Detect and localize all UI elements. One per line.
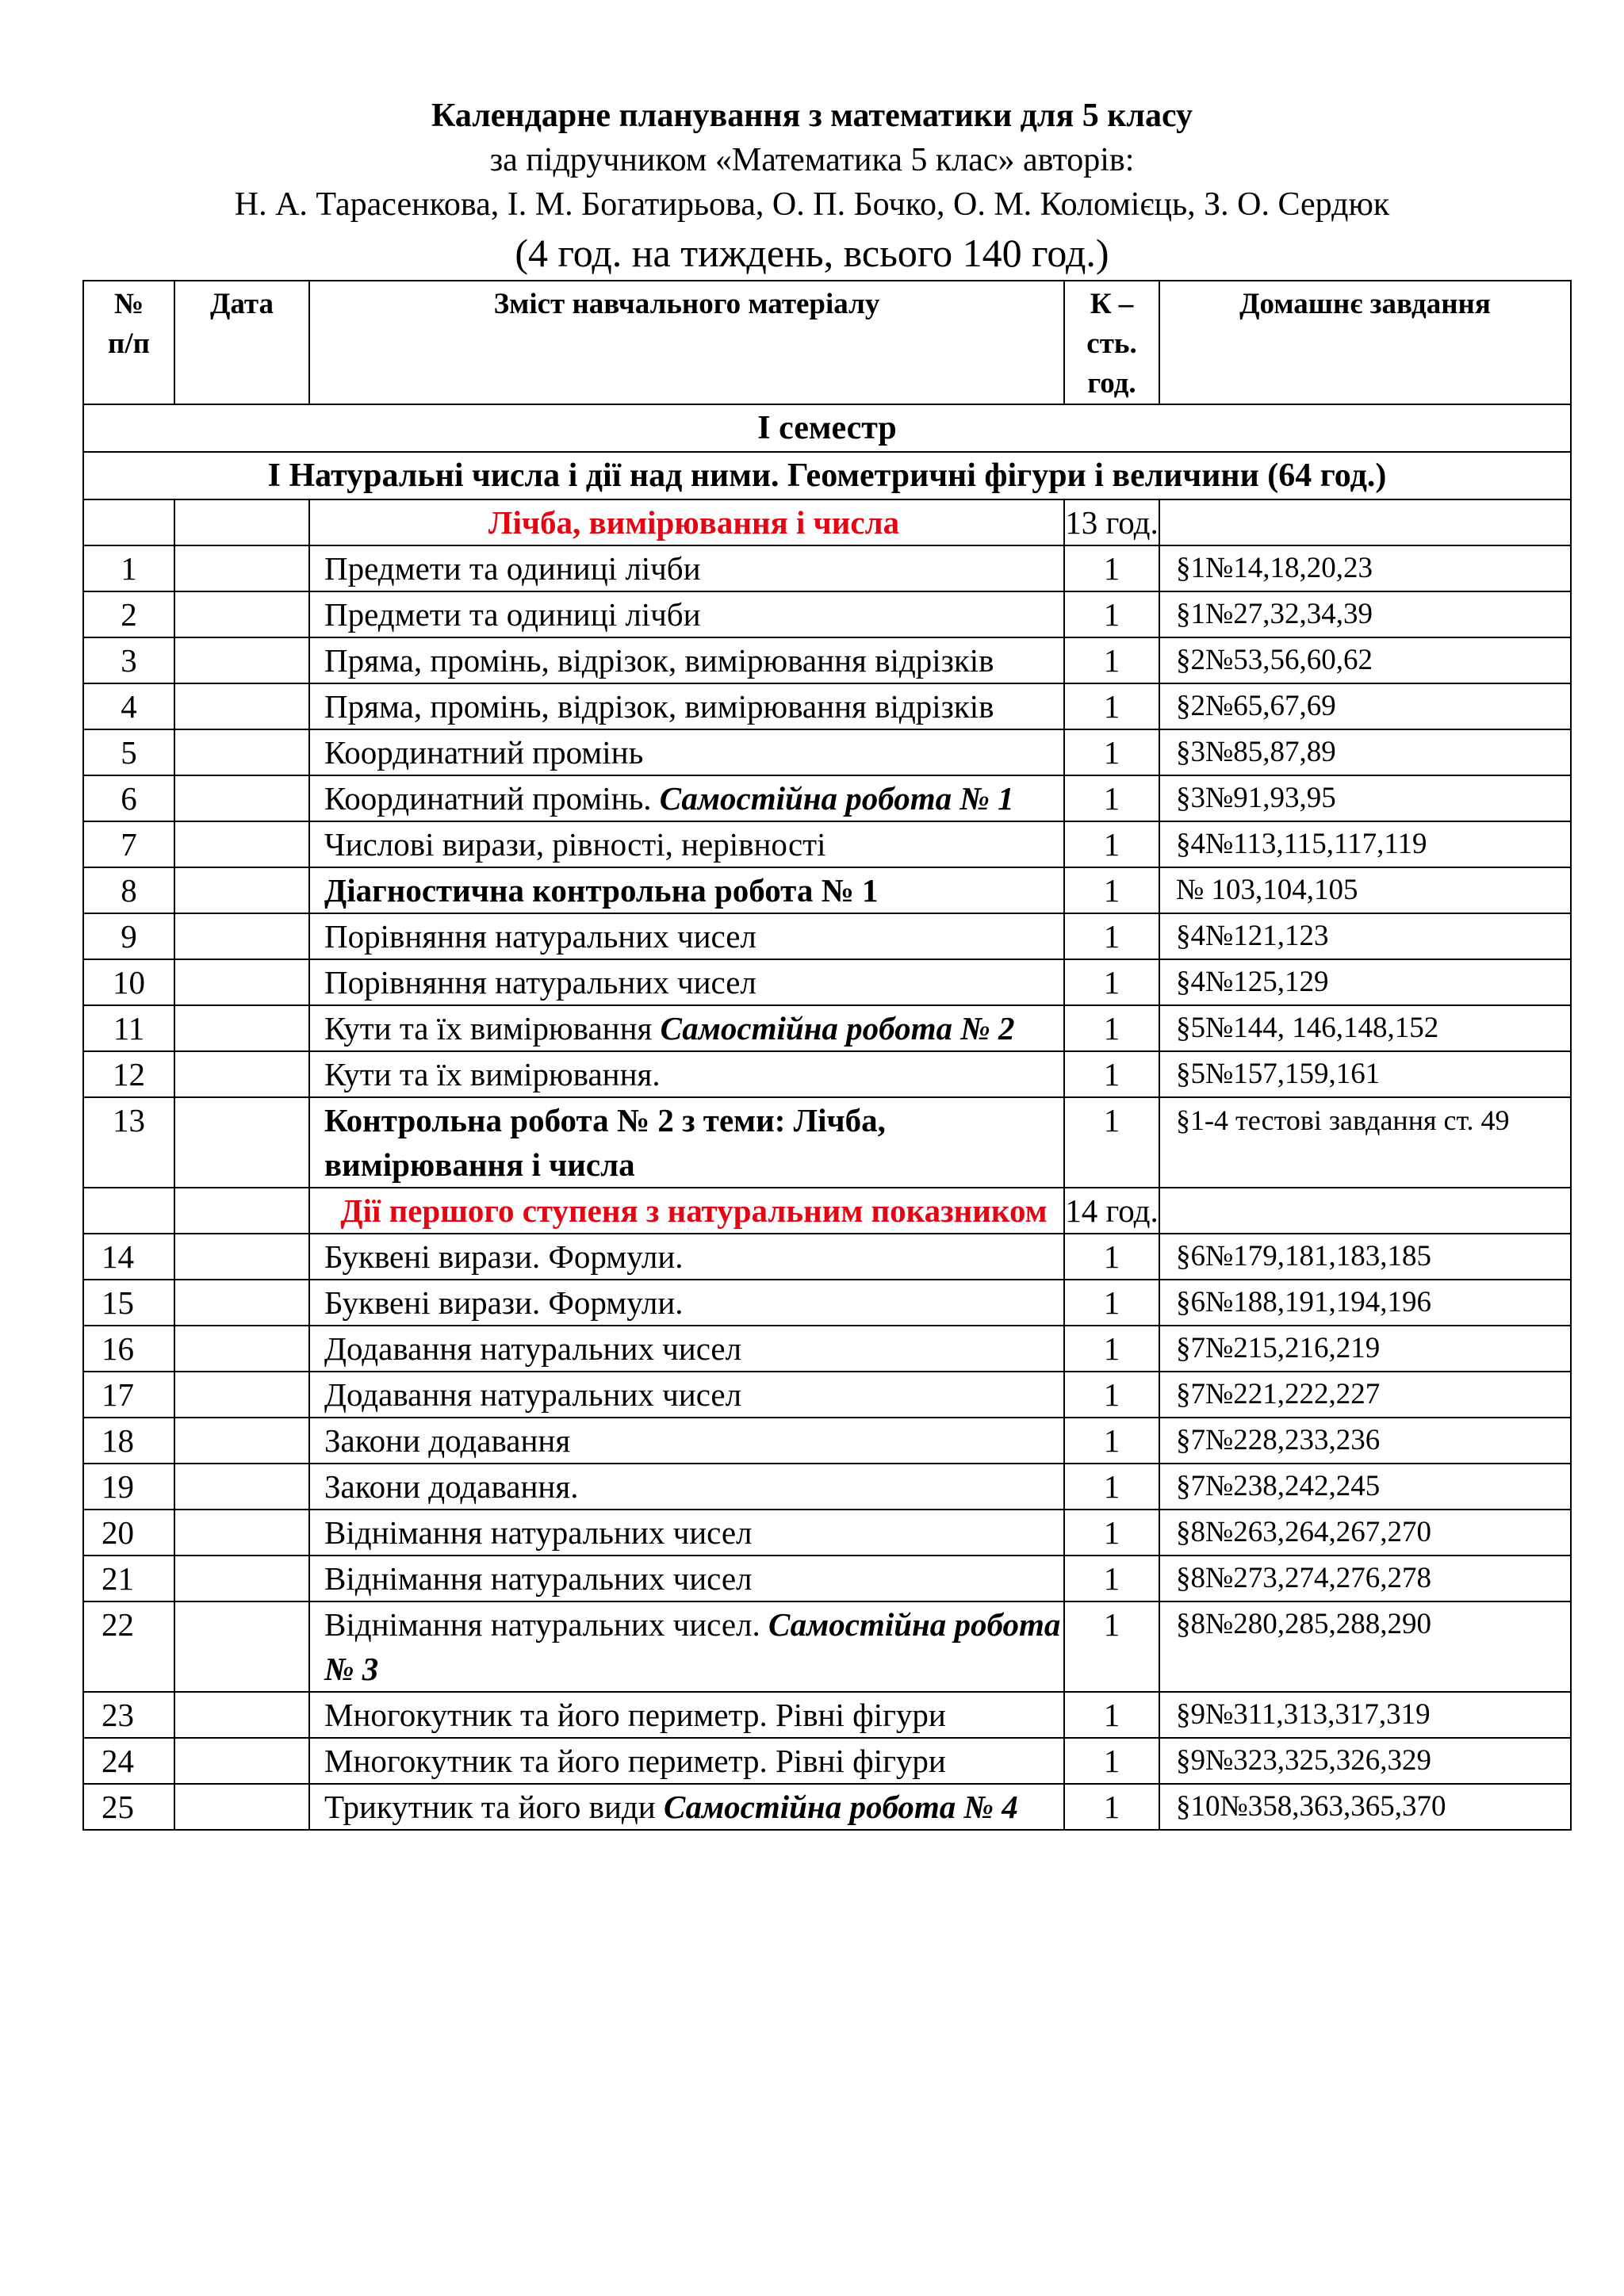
lesson-date: [174, 1234, 309, 1280]
lesson-topic: [309, 637, 1064, 683]
table-row: [83, 1784, 1571, 1830]
table-row: [83, 913, 1571, 959]
lesson-number: 2: [83, 591, 174, 637]
lesson-number: 7: [83, 821, 174, 867]
lesson-homework: [1159, 867, 1571, 913]
lesson-hours: 1: [1064, 821, 1159, 867]
topic-homework-cell: [1159, 499, 1571, 545]
table-row: [83, 1097, 1571, 1188]
lesson-topic: [309, 1372, 1064, 1418]
lesson-topic-text: Порівняння натуральних чисел: [324, 918, 756, 955]
topic-date-cell: [174, 1188, 309, 1234]
lesson-date: [174, 1097, 309, 1188]
table-row: [83, 591, 1571, 637]
lesson-topic: [309, 591, 1064, 637]
lesson-topic: [309, 1280, 1064, 1326]
lesson-number: 3: [83, 637, 174, 683]
lesson-hours: 1: [1064, 1005, 1159, 1051]
lesson-date: [174, 1051, 309, 1097]
lesson-hours: 1: [1064, 1372, 1159, 1418]
lesson-topic: [309, 913, 1064, 959]
topic-date-cell: [174, 499, 309, 545]
independent-work-label: Самостійна робота № 4: [663, 1789, 1018, 1825]
lesson-date: [174, 1005, 309, 1051]
lesson-topic-text: Многокутник та його периметр. Рівні фігури: [324, 1743, 946, 1779]
homework-text: §7№221,222,227: [1176, 1378, 1381, 1410]
homework-text: §5№144, 146,148,152: [1176, 1012, 1439, 1044]
lesson-homework: [1159, 683, 1571, 729]
lesson-topic: [309, 1464, 1064, 1510]
topic-homework-cell: [1159, 1188, 1571, 1234]
topic-row: [83, 499, 1571, 545]
lesson-date: [174, 1738, 309, 1784]
lesson-hours: 1: [1064, 1692, 1159, 1738]
lesson-homework: [1159, 913, 1571, 959]
lesson-number: 17: [83, 1372, 174, 1418]
independent-work-label: Самостійна робота № 2: [660, 1010, 1015, 1047]
table-row: [83, 1326, 1571, 1372]
lesson-homework: [1159, 1784, 1571, 1830]
col-header-date: Дата: [174, 281, 309, 404]
lesson-topic: [309, 1692, 1064, 1738]
table-row: [83, 683, 1571, 729]
homework-text: §2№65,67,69: [1176, 690, 1336, 722]
table-header-row: [83, 281, 1571, 404]
homework-text: §9№311,313,317,319: [1176, 1698, 1431, 1731]
table-row: [83, 1280, 1571, 1326]
lesson-date: [174, 1418, 309, 1464]
lesson-topic-text: Координатний промінь: [324, 734, 644, 771]
lesson-topic-text: Трикутник та його види: [324, 1789, 656, 1825]
lesson-topic: [309, 867, 1064, 913]
lesson-hours: 1: [1064, 1556, 1159, 1601]
table-row: [83, 545, 1571, 591]
lesson-date: [174, 913, 309, 959]
lesson-topic-text: Буквені вирази. Формули.: [324, 1284, 684, 1321]
lesson-topic: [309, 1784, 1064, 1830]
topic-title: Лічба, вимірювання і числа: [309, 499, 1064, 545]
homework-text: §7№215,216,219: [1176, 1332, 1381, 1364]
lesson-topic: [309, 1738, 1064, 1784]
table-row: [83, 821, 1571, 867]
lesson-hours: 1: [1064, 1280, 1159, 1326]
lesson-homework: [1159, 1234, 1571, 1280]
lesson-homework: [1159, 1051, 1571, 1097]
homework-text: §8№273,274,276,278: [1176, 1562, 1432, 1594]
lesson-date: [174, 683, 309, 729]
independent-work-label: Самостійна робота № 3: [324, 1606, 1061, 1687]
col-header-count: К – сть. год.: [1064, 281, 1159, 404]
lesson-topic-text: Буквені вирази. Формули.: [324, 1238, 684, 1275]
lesson-homework: [1159, 1601, 1571, 1692]
table-row: [83, 867, 1571, 913]
independent-work-label: Самостійна робота № 1: [659, 780, 1014, 817]
homework-text: §7№228,233,236: [1176, 1424, 1381, 1456]
lesson-number: 4: [83, 683, 174, 729]
table-row: [83, 1051, 1571, 1097]
homework-text: §6№179,181,183,185: [1176, 1240, 1432, 1272]
lesson-topic-text: Пряма, промінь, відрізок, вимірювання відрізків: [324, 642, 994, 679]
table-row: [83, 959, 1571, 1005]
lesson-topic-text: Віднімання натуральних чисел: [324, 1514, 753, 1551]
lesson-homework: [1159, 1418, 1571, 1464]
table-row: [83, 1556, 1571, 1601]
homework-text: §4№121,123: [1176, 920, 1329, 952]
lesson-date: [174, 1280, 309, 1326]
lesson-hours: 1: [1064, 1464, 1159, 1510]
lesson-hours: 1: [1064, 1097, 1159, 1188]
lesson-number: 9: [83, 913, 174, 959]
lesson-topic: [309, 959, 1064, 1005]
lesson-homework: [1159, 1372, 1571, 1418]
lesson-date: [174, 867, 309, 913]
lesson-topic: [309, 1005, 1064, 1051]
table-row: [83, 1234, 1571, 1280]
col-header-num: № п/п: [83, 281, 174, 404]
doc-authors: Н. А. Тарасенкова, І. М. Богатирьова, О. П. Бочко, О. М. Коломієць, З. О. Сердюк: [234, 186, 1390, 223]
lesson-number: 20: [83, 1510, 174, 1556]
lesson-hours: 1: [1064, 591, 1159, 637]
lesson-number: 6: [83, 775, 174, 821]
lesson-number: 16: [83, 1326, 174, 1372]
table-row: [83, 1738, 1571, 1784]
lesson-topic: [309, 1326, 1064, 1372]
lesson-topic-text: Віднімання натуральних чисел: [324, 1560, 753, 1597]
lesson-date: [174, 1372, 309, 1418]
lesson-homework: [1159, 637, 1571, 683]
lesson-homework: [1159, 1005, 1571, 1051]
lesson-date: [174, 821, 309, 867]
homework-text: §1№14,18,20,23: [1176, 552, 1373, 584]
lesson-homework: [1159, 1326, 1571, 1372]
lesson-topic-text: Кути та їх вимірювання.: [324, 1056, 661, 1093]
lesson-number: 1: [83, 545, 174, 591]
lesson-hours: 1: [1064, 913, 1159, 959]
lesson-topic-text: Координатний промінь.: [324, 780, 652, 817]
table-row: [83, 637, 1571, 683]
homework-text: §1№27,32,34,39: [1176, 598, 1373, 630]
plan-table: [82, 280, 1572, 1831]
doc-hours: (4 год. на тиждень, всього 140 год.): [515, 231, 1109, 275]
topic-hours: 13 год.: [1064, 499, 1159, 545]
lesson-hours: 1: [1064, 775, 1159, 821]
semester-title: I семестр: [83, 404, 1571, 452]
table-row: [83, 1464, 1571, 1510]
lesson-hours: 1: [1064, 1234, 1159, 1280]
lesson-topic: [309, 1556, 1064, 1601]
lesson-hours: 1: [1064, 1510, 1159, 1556]
lesson-date: [174, 545, 309, 591]
topic-title: Дії першого ступеня з натуральним показником: [309, 1188, 1064, 1234]
lesson-homework: [1159, 959, 1571, 1005]
homework-text: §10№358,363,365,370: [1176, 1790, 1446, 1823]
lesson-number: 22: [83, 1601, 174, 1692]
section-row: [83, 452, 1571, 499]
lesson-number: 15: [83, 1280, 174, 1326]
lesson-topic-text: Предмети та одиниці лічби: [324, 596, 701, 633]
lesson-topic: [309, 1601, 1064, 1692]
lesson-topic: [309, 1418, 1064, 1464]
lesson-number: 25: [83, 1784, 174, 1830]
lesson-homework: [1159, 591, 1571, 637]
lesson-homework: [1159, 1097, 1571, 1188]
lesson-topic: [309, 729, 1064, 775]
topic-num-cell: [83, 499, 174, 545]
lesson-number: 21: [83, 1556, 174, 1601]
lesson-hours: 1: [1064, 1738, 1159, 1784]
lesson-hours: 1: [1064, 545, 1159, 591]
lesson-topic-text: Додавання натуральних чисел: [324, 1376, 742, 1413]
doc-title: Календарне планування з математики для 5 класу: [431, 98, 1193, 134]
lesson-number: 13: [83, 1097, 174, 1188]
lesson-homework: [1159, 1280, 1571, 1326]
lesson-homework: [1159, 821, 1571, 867]
lesson-topic-text: Порівняння натуральних чисел: [324, 964, 756, 1001]
lesson-date: [174, 959, 309, 1005]
homework-text: §3№85,87,89: [1176, 736, 1336, 768]
lesson-number: 23: [83, 1692, 174, 1738]
lesson-hours: 1: [1064, 683, 1159, 729]
lesson-topic: [309, 775, 1064, 821]
lesson-hours: 1: [1064, 1326, 1159, 1372]
lesson-hours: 1: [1064, 1051, 1159, 1097]
table-row: [83, 1692, 1571, 1738]
lesson-hours: 1: [1064, 729, 1159, 775]
lesson-topic-text: Пряма, промінь, відрізок, вимірювання відрізків: [324, 688, 994, 725]
lesson-number: 8: [83, 867, 174, 913]
lesson-homework: [1159, 1738, 1571, 1784]
lesson-hours: 1: [1064, 637, 1159, 683]
table-row: [83, 1372, 1571, 1418]
lesson-topic-text: Закони додавання: [324, 1422, 571, 1459]
section-title: I Натуральні числа і дії над ними. Геометричні фігури і величини (64 год.): [83, 452, 1571, 499]
lesson-homework: [1159, 1510, 1571, 1556]
lesson-homework: [1159, 775, 1571, 821]
document-header: [0, 94, 1624, 279]
lesson-number: 11: [83, 1005, 174, 1051]
homework-text: §4№125,129: [1176, 966, 1329, 998]
homework-text: §2№53,56,60,62: [1176, 644, 1373, 676]
lesson-topic: [309, 1097, 1064, 1188]
lesson-topic-text: Числові вирази, рівності, нерівності: [324, 826, 826, 863]
homework-text: §3№91,93,95: [1176, 782, 1336, 814]
lesson-topic-text: Віднімання натуральних чисел.: [324, 1606, 760, 1643]
lesson-hours: 1: [1064, 1418, 1159, 1464]
topic-hours: 14 год.: [1064, 1188, 1159, 1234]
lesson-topic-text: Многокутник та його периметр. Рівні фігури: [324, 1697, 946, 1733]
lesson-homework: [1159, 1692, 1571, 1738]
lesson-date: [174, 1601, 309, 1692]
lesson-topic: [309, 545, 1064, 591]
lesson-hours: 1: [1064, 1784, 1159, 1830]
lesson-homework: [1159, 545, 1571, 591]
lesson-date: [174, 1784, 309, 1830]
lesson-number: 24: [83, 1738, 174, 1784]
lesson-date: [174, 1464, 309, 1510]
lesson-date: [174, 729, 309, 775]
col-header-content: Зміст навчального матеріалу: [309, 281, 1064, 404]
lesson-date: [174, 637, 309, 683]
table-row: [83, 1510, 1571, 1556]
lesson-homework: [1159, 729, 1571, 775]
homework-text: §5№157,159,161: [1176, 1058, 1381, 1090]
lesson-topic-text: Предмети та одиниці лічби: [324, 550, 701, 587]
lesson-topic-text: Додавання натуральних чисел: [324, 1330, 742, 1367]
lesson-date: [174, 1326, 309, 1372]
topic-num-cell: [83, 1188, 174, 1234]
lesson-hours: 1: [1064, 867, 1159, 913]
table-row: [83, 729, 1571, 775]
lesson-date: [174, 1510, 309, 1556]
doc-subtitle: за підручником «Математика 5 клас» авторів:: [489, 142, 1135, 178]
lesson-number: 19: [83, 1464, 174, 1510]
lesson-hours: 1: [1064, 959, 1159, 1005]
topic-row: [83, 1188, 1571, 1234]
lesson-hours: 1: [1064, 1601, 1159, 1692]
homework-text: §1-4 тестові завдання ст. 49: [1176, 1104, 1510, 1136]
lesson-date: [174, 775, 309, 821]
homework-text: §7№238,242,245: [1176, 1470, 1381, 1502]
lesson-topic: [309, 683, 1064, 729]
semester-row: [83, 404, 1571, 452]
lesson-number: 14: [83, 1234, 174, 1280]
table-row: [83, 1418, 1571, 1464]
lesson-topic-bold: Діагностична контрольна робота № 1: [324, 872, 879, 909]
lesson-topic: [309, 1510, 1064, 1556]
lesson-topic: [309, 1051, 1064, 1097]
homework-text: §8№280,285,288,290: [1176, 1608, 1432, 1640]
lesson-topic: [309, 1234, 1064, 1280]
homework-text: §8№263,264,267,270: [1176, 1516, 1432, 1548]
lesson-date: [174, 1556, 309, 1601]
table-row: [83, 1005, 1571, 1051]
lesson-topic: [309, 821, 1064, 867]
lesson-date: [174, 591, 309, 637]
homework-text: §6№188,191,194,196: [1176, 1286, 1432, 1318]
lesson-date: [174, 1692, 309, 1738]
col-header-homework: Домашнє завдання: [1159, 281, 1571, 404]
lesson-number: 12: [83, 1051, 174, 1097]
lesson-homework: [1159, 1556, 1571, 1601]
lesson-topic-text: Закони додавання.: [324, 1468, 579, 1505]
lesson-homework: [1159, 1464, 1571, 1510]
lesson-number: 5: [83, 729, 174, 775]
table-row: [83, 775, 1571, 821]
homework-text: № 103,104,105: [1176, 874, 1358, 906]
lesson-topic-text: Кути та їх вимірювання: [324, 1010, 653, 1047]
homework-text: §4№113,115,117,119: [1176, 828, 1427, 860]
lesson-topic-bold: Контрольна робота № 2 з теми: Лічба, вимірювання і числа: [324, 1102, 886, 1183]
table-row: [83, 1601, 1571, 1692]
lesson-number: 18: [83, 1418, 174, 1464]
lesson-number: 10: [83, 959, 174, 1005]
homework-text: §9№323,325,326,329: [1176, 1744, 1432, 1777]
